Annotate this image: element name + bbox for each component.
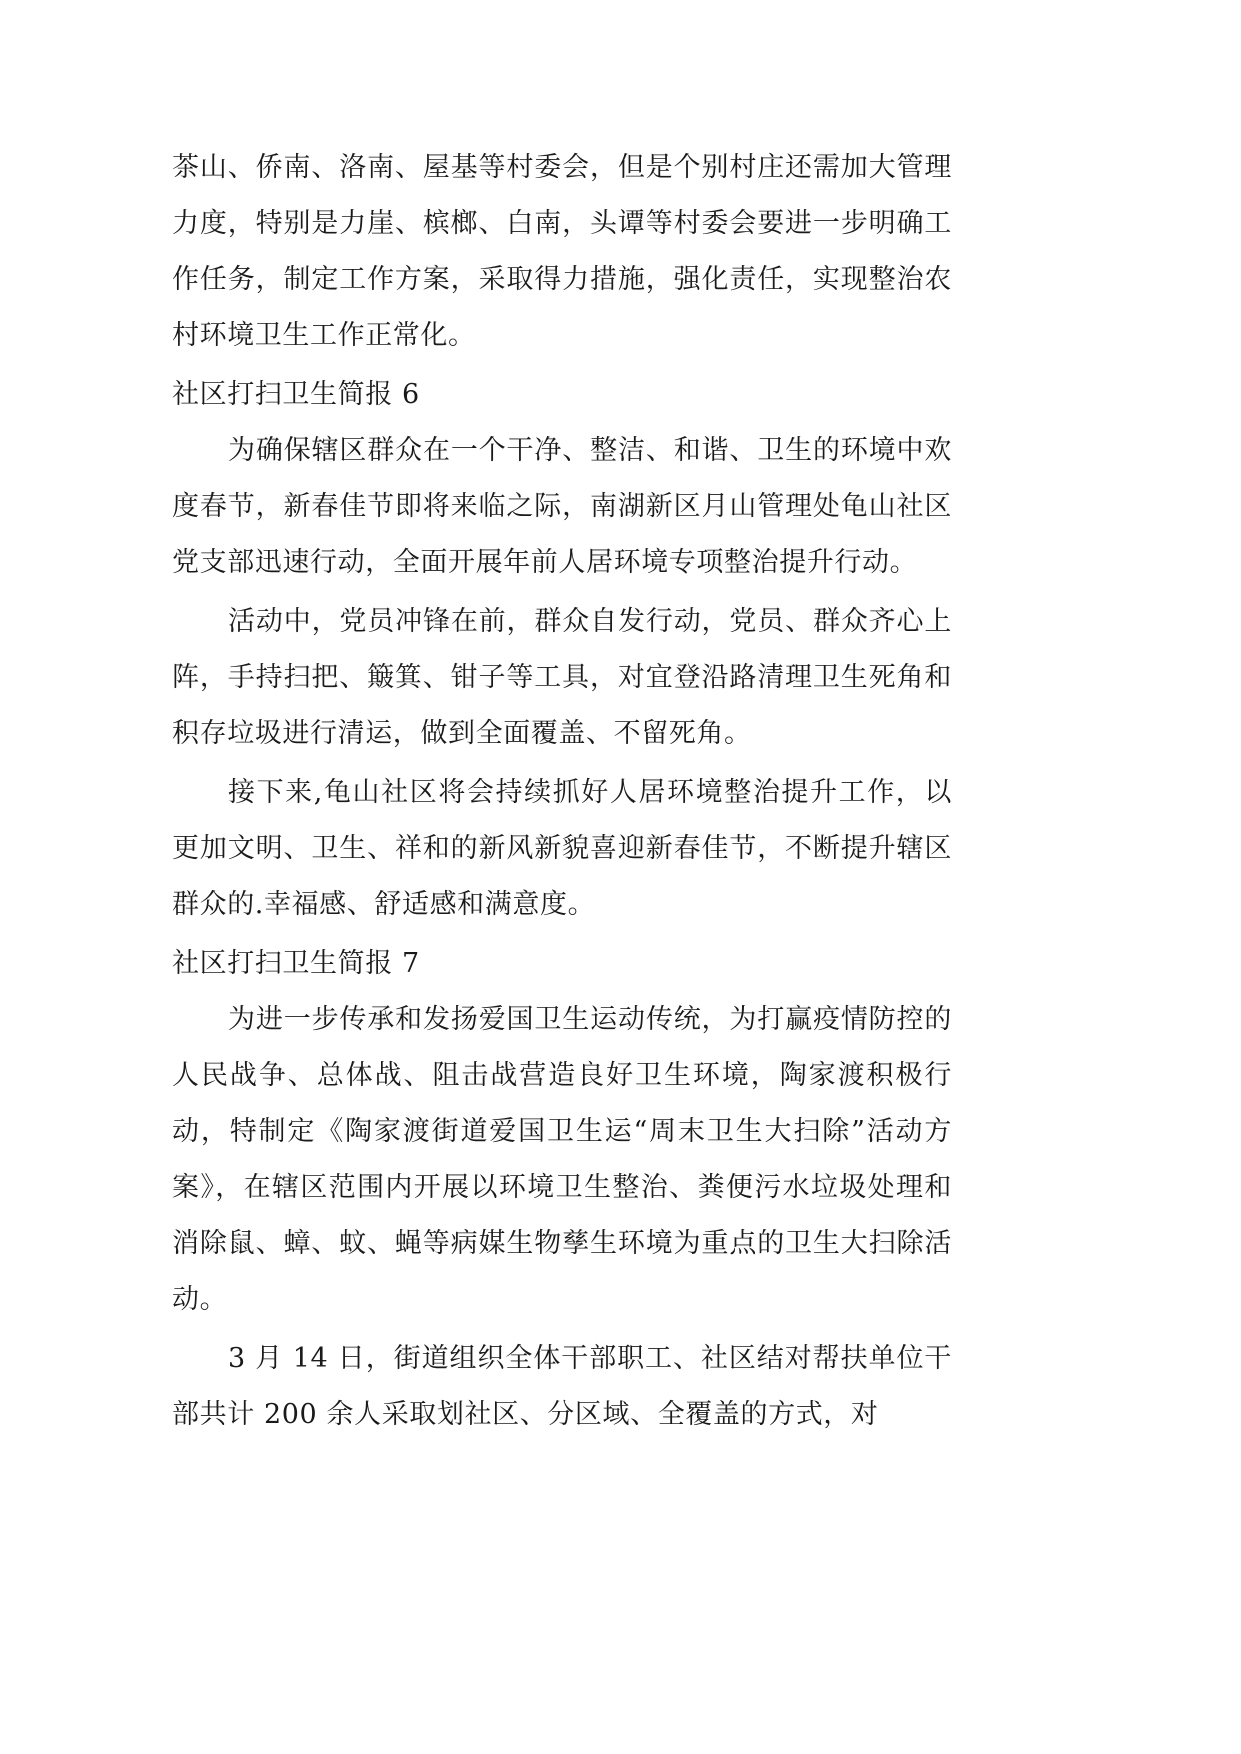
paragraph-briefing-7-march-14: 3 月 14 日，街道组织全体干部职工、社区结对帮扶单位干部共计 200 余人采取划社区、分区域、全覆盖的方式，对 xyxy=(172,1343,952,1430)
paragraph-briefing-6-activity: 活动中，党员冲锋在前，群众自发行动，党员、群众齐心上阵，手持扫把、簸箕、钳子等工具，对宜登沿路清理卫生死角和积存垃圾进行清运，做到全面覆盖、不留死角。 xyxy=(172,606,952,749)
paragraph-continuation: 茶山、侨南、洛南、屋基等村委会，但是个别村庄还需加大管理力度，特别是力崖、槟榔、白南，头谭等村委会要进一步明确工作任务，制定工作方案，采取得力措施，强化责任，实现整治农村环境卫生工作正常化。 xyxy=(172,152,952,351)
paragraph-briefing-6-next-steps: 接下来,龟山社区将会持续抓好人居环境整治提升工作，以更加文明、卫生、祥和的新风新貌喜迎新春佳节，不断提升辖区群众的.幸福感、舒适感和满意度。 xyxy=(172,777,952,920)
paragraph-briefing-6-intro: 为确保辖区群众在一个干净、整洁、和谐、卫生的环境中欢度春节，新春佳节即将来临之际，南湖新区月山管理处龟山社区党支部迅速行动，全面开展年前人居环境专项整治提升行动。 xyxy=(172,435,952,578)
section-heading-briefing-7: 社区打扫卫生简报 7 xyxy=(172,948,420,979)
paragraph-briefing-7-intro: 为进一步传承和发扬爱国卫生运动传统，为打赢疫情防控的人民战争、总体战、阻击战营造良好卫生环境，陶家渡积极行动，特制定《陶家渡街道爱国卫生运“周末卫生大扫除”活动方案》，在辖区范围内开展以环境卫生整治、粪便污水垃圾处理和消除鼠、蟑、蚊、蝇等病媒生物孳生环境为重点的卫生大扫除活动。 xyxy=(172,1004,952,1315)
document-body xyxy=(172,140,952,1446)
section-heading-briefing-6: 社区打扫卫生简报 6 xyxy=(172,379,420,410)
